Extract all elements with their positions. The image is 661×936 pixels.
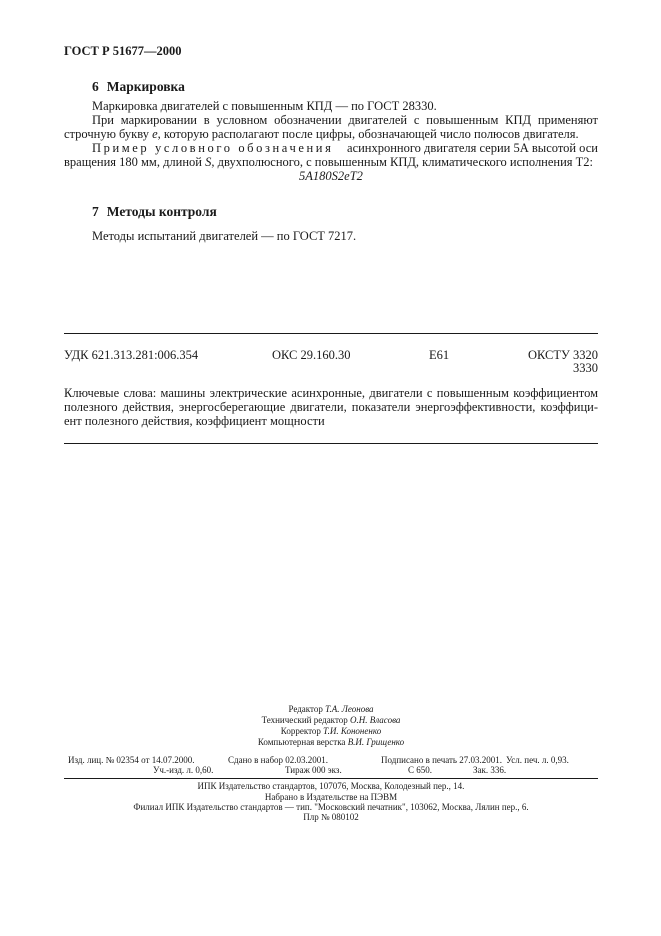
section-6-title: Маркировка (106, 79, 185, 94)
imprint-publisher-2: Набрано в Издательстве на ПЭВМ (264, 792, 398, 802)
p2-letter-e: е (152, 127, 158, 141)
imprint-rule (64, 778, 598, 779)
section-7-heading (92, 204, 217, 220)
okstu-code-1: ОКСТУ 3320 (527, 348, 598, 362)
section-7-paragraph-1: Методы испытаний двигателей — по ГОСТ 7217. (92, 229, 357, 243)
tech-editor-label: Технический редактор (261, 715, 351, 725)
imprint-editor (64, 704, 598, 715)
keywords-line-2: полезного действия, энергосберегающие двигатели, показатели энергоэффективности, коэффици- (64, 400, 598, 414)
example-line-2-a: вращения 180 мм, длиной (64, 155, 206, 169)
imprint-print-date: Подписано в печать 27.03.2001. (381, 755, 503, 765)
top-rule (64, 333, 598, 334)
corrector-label: Корректор (280, 726, 324, 736)
udk-code: УДК 621.313.281:006.354 (64, 348, 199, 362)
imprint-publisher-1: ИПК Издательство стандартов, 107076, Москва, Колодезный пер., 14. (197, 781, 465, 791)
bottom-rule (64, 443, 598, 444)
imprint-order: Зак. 336. (473, 765, 507, 775)
section-6-example-line-2 (64, 155, 593, 170)
tech-editor-name: О.Н. Власова (350, 715, 401, 725)
keywords-line-3: ент полезного действия, коэффициент мощности (64, 414, 325, 428)
p2-text-b: , которую располагают после цифры, обозначающей число полюсов двигателя. (157, 127, 579, 141)
section-7-number: 7 (92, 204, 99, 219)
section-6-heading (92, 79, 185, 95)
section-6-paragraph-2-line-2 (64, 127, 579, 142)
example-letter-s: S (205, 155, 212, 169)
editor-label: Редактор (288, 704, 326, 714)
p2-text-a: строчную букву (64, 127, 153, 141)
section-6-paragraph-2-line-1: При маркировании в условном обозначении двигателей с повышенным КПД применяют (92, 113, 598, 127)
imprint-publisher-3: Филиал ИПК Издательство стандартов — тип. "Московский печатник", 103062, Москва, Лялин пер., 6. (133, 802, 529, 812)
editor-name: Т.А. Леонова (325, 704, 374, 714)
imprint-edit-sheets: Уч.-изд. л. 0,60. (153, 765, 214, 775)
imprint-code: С 650. (408, 765, 433, 775)
section-6-example-line-1 (92, 141, 598, 156)
oks-code: ОКС 29.160.30 (272, 348, 351, 362)
example-line-2-b: , двухполюсного, с повышенным КПД, климатического исполнения Т2: (211, 155, 594, 169)
imprint-layout (64, 737, 598, 748)
section-6-paragraph-1: Маркировка двигателей с повышенным КПД — по ГОСТ 28330. (92, 99, 437, 113)
layout-name: В.И. Грищенко (347, 737, 405, 747)
imprint-license: Изд. лиц. № 02354 от 14.07.2000. (68, 755, 195, 765)
corrector-name: Т.И. Кононенко (323, 726, 382, 736)
example-designation: 5А180S2еТ2 (299, 169, 363, 183)
layout-label: Компьютерная верстка (257, 737, 348, 747)
imprint-print-sheets: Усл. печ. л. 0,93. (506, 755, 569, 765)
okstu-code-2: 3330 (573, 361, 598, 375)
example-spaced-label: Пример условного обозначения (92, 141, 334, 155)
imprint-run: Тираж 000 экз. (285, 765, 342, 775)
imprint-typeset-date: Сдано в набор 02.03.2001. (228, 755, 329, 765)
section-7-title: Методы контроля (106, 204, 217, 219)
group-code: Е61 (429, 348, 450, 362)
keywords-line-1: Ключевые слова: машины электрические асинхронные, двигатели с повышенным коэффициентом (64, 386, 598, 400)
section-6-number: 6 (92, 79, 99, 94)
example-line-1-rest: асинхронного двигателя серии 5А высотой оси (347, 141, 598, 155)
imprint-publisher-4: Плр № 080102 (303, 812, 359, 822)
imprint-tech-editor (64, 715, 598, 726)
document-id: ГОСТ Р 51677—2000 (64, 44, 182, 58)
imprint-corrector (64, 726, 598, 737)
